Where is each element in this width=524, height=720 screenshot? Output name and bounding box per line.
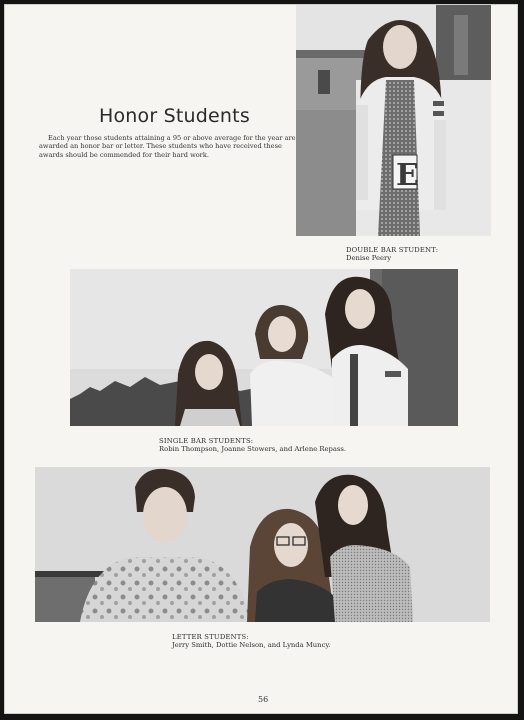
yearbook-page — [4, 4, 518, 714]
svg-text:E: E — [396, 158, 419, 193]
caption-heading: DOUBLE BAR STUDENT: — [346, 246, 439, 254]
letter-students-caption — [172, 633, 330, 649]
page-title: Honor Students — [99, 105, 250, 127]
page-number: 56 — [258, 695, 269, 704]
caption-names: Jerry Smith, Dottie Nelson, and Lynda Muncy. — [172, 641, 331, 650]
caption-names: Robin Thompson, Joanne Stowers, and Arlene Repass. — [159, 445, 347, 454]
caption-names: Denise Peery — [346, 254, 392, 263]
single-bar-caption — [159, 437, 346, 453]
letter-students-photo — [35, 467, 490, 622]
double-bar-student-photo — [296, 5, 491, 236]
intro-paragraph: Each year those students attaining a 95 or above average for the year are awarded an honor bar or letter. These students who have received these awards should be commended for their hard work. — [39, 134, 296, 159]
caption-heading: SINGLE BAR STUDENTS: — [159, 437, 254, 445]
caption-heading: LETTER STUDENTS: — [172, 633, 249, 641]
double-bar-caption — [346, 246, 438, 262]
single-bar-students-photo — [70, 269, 458, 426]
